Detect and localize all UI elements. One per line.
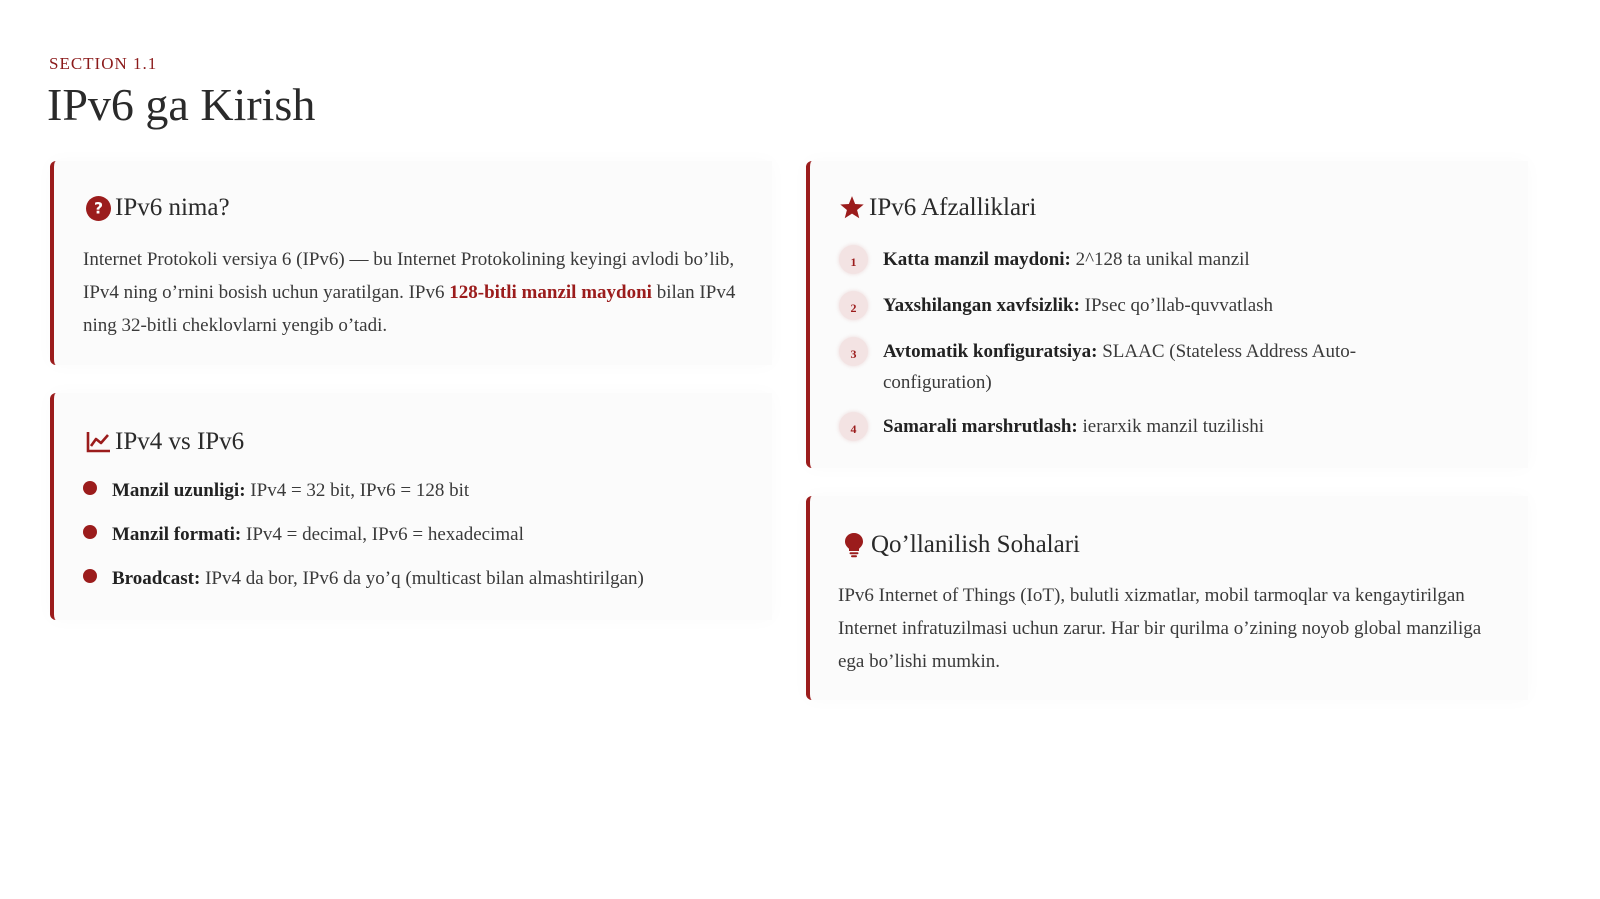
- card-title: IPv6 Afzalliklari: [869, 194, 1037, 221]
- card-advantages: [806, 161, 1528, 468]
- card-what-is: [50, 161, 772, 365]
- question-circle-icon: [85, 195, 111, 221]
- card-applications: [806, 496, 1528, 700]
- list-item: Broadcast: IPv4 da bor, IPv6 da yo’q (multicast bilan almashtirilgan): [83, 557, 753, 601]
- card-title: IPv6 nima?: [115, 194, 230, 221]
- number-badge: 4: [839, 412, 868, 441]
- list-item: 1 Katta manzil maydoni: 2^128 ta unikal manzil: [839, 244, 1479, 275]
- list-item: Manzil formati: IPv4 = decimal, IPv6 = hexadecimal: [83, 513, 753, 557]
- card-title: IPv4 vs IPv6: [115, 428, 245, 455]
- lightbulb-icon: [841, 532, 867, 558]
- number-badge: 3: [839, 337, 868, 366]
- number-badge: 1: [839, 245, 868, 274]
- card-comparison: [50, 393, 772, 620]
- page-title: IPv6 ga Kirish: [47, 79, 316, 130]
- number-badge: 2: [839, 291, 868, 320]
- svg-text:?: ?: [93, 199, 103, 218]
- bullet-dot: [83, 569, 97, 583]
- card-text: IPv6 Internet of Things (IoT), bulutli xizmatlar, mobil tarmoqlar va kengaytirilgan Internet infratuzilmasi uchun zarur. Har bir qurilma o’zining noyob global manziliga ega bo’lishi mumkin.: [838, 585, 1482, 672]
- list-item: 4 Samarali marshrutlash: ierarxik manzil tuzilishi: [839, 411, 1479, 442]
- card-text: Internet Protokoli versiya 6 (IPv6) — bu Internet Protokolining keyingi avlodi bo’lib, IPv4 ning o’rnini bosish uchun yaratilgan. IPv6 128-bitli manzil maydoni bilan IPv4 ning 32-bitli cheklovlarni yengib o’tadi.: [83, 249, 736, 336]
- highlight-text: 128-bitli manzil maydoni: [449, 282, 652, 303]
- star-icon: [839, 195, 865, 221]
- card-title: Qo’llanilish Sohalari: [871, 531, 1080, 558]
- bullet-dot: [83, 525, 97, 539]
- section-label: SECTION 1.1: [49, 54, 158, 73]
- list-item: 2 Yaxshilangan xavfsizlik: IPsec qo’llab-quvvatlash: [839, 290, 1479, 321]
- list-item: Manzil uzunligi: IPv4 = 32 bit, IPv6 = 128 bit: [83, 469, 753, 513]
- bullet-dot: [83, 481, 97, 495]
- line-chart-icon: [85, 429, 111, 455]
- list-item: 3 Avtomatik konfiguratsiya: SLAAC (Stateless Address Auto-configuration): [839, 336, 1413, 398]
